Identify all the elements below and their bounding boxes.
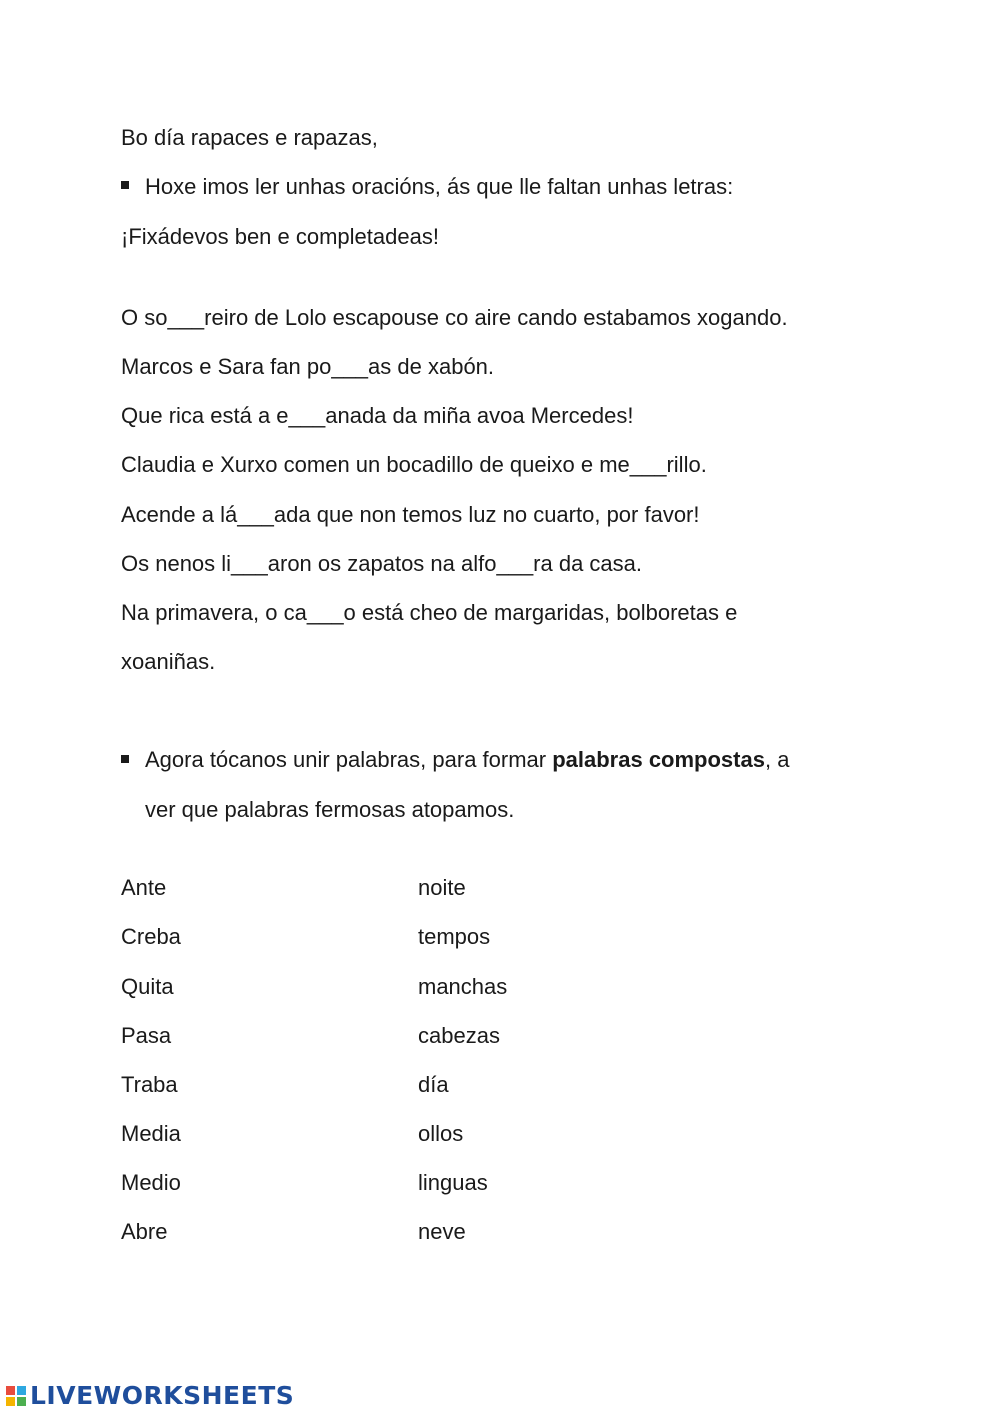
bullet-icon — [121, 181, 129, 189]
sentence-5: Acende a lá___ada que non temos luz no cuarto, por favor! — [121, 502, 700, 527]
left-word: Media — [121, 1121, 181, 1146]
instruction-2-line2: ver que palabras fermosas atopamos. — [145, 797, 515, 822]
left-word: Quita — [121, 974, 174, 999]
right-word: tempos — [418, 924, 491, 949]
right-word: neve — [418, 1219, 466, 1244]
sentence-3: Que rica está a e___anada da miña avoa Mercedes! — [121, 403, 634, 428]
instruction-1b: ¡Fixádevos ben e completadeas! — [121, 224, 439, 249]
right-word: día — [418, 1072, 449, 1097]
sentence-7: Na primavera, o ca___o está cheo de margaridas, bolboretas e — [121, 600, 738, 625]
right-word: cabezas — [418, 1023, 500, 1048]
instruction-2-bold: palabras compostas — [552, 747, 765, 772]
right-word: manchas — [418, 974, 508, 999]
greeting: Bo día rapaces e rapazas, — [121, 125, 378, 150]
left-word: Pasa — [121, 1023, 172, 1048]
left-word: Traba — [121, 1072, 178, 1097]
right-word: ollos — [418, 1121, 464, 1146]
logo-text: LIVEWORKSHEETS — [30, 1381, 295, 1410]
liveworksheets-logo-icon — [6, 1386, 26, 1406]
left-word: Creba — [121, 924, 181, 949]
bullet-icon — [121, 755, 129, 763]
right-word: linguas — [418, 1170, 488, 1195]
instruction-2-after: , a — [764, 747, 790, 772]
left-word: Medio — [121, 1170, 181, 1195]
sentence-1: O so___reiro de Lolo escapouse co aire cando estabamos xogando. — [121, 305, 788, 330]
sentence-6: Os nenos li___aron os zapatos na alfo___ra da casa. — [121, 551, 643, 576]
instruction-2-before: Agora tócanos unir palabras, para formar — [145, 747, 553, 772]
liveworksheets-logo[interactable] — [6, 1381, 294, 1411]
sentence-2: Marcos e Sara fan po___as de xabón. — [121, 354, 495, 379]
instruction-2 — [145, 746, 789, 774]
left-word: Abre — [121, 1219, 168, 1244]
instruction-1: Hoxe imos ler unhas oracións, ás que lle faltan unhas letras: — [145, 174, 734, 199]
right-word: noite — [418, 875, 466, 900]
sentence-4: Claudia e Xurxo comen un bocadillo de queixo e me___rillo. — [121, 452, 707, 477]
sentence-7-cont: xoaniñas. — [121, 649, 216, 674]
left-word: Ante — [121, 875, 167, 900]
